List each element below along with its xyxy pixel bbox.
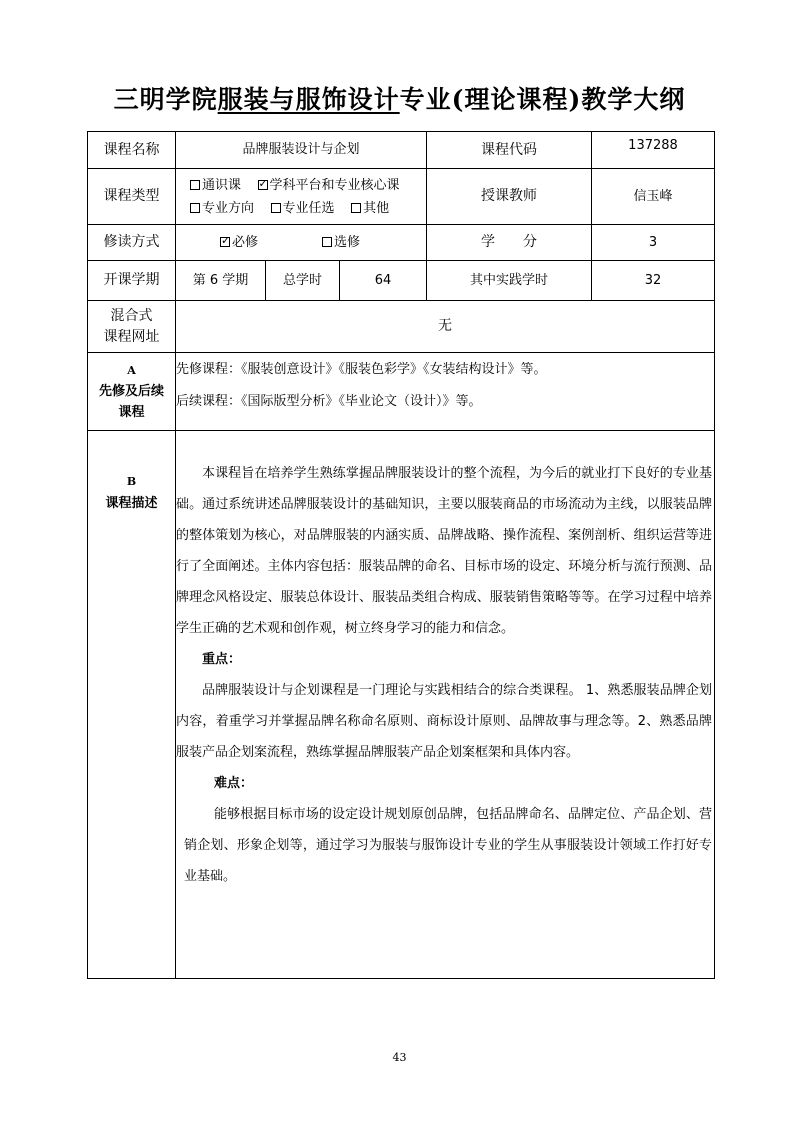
course-name-value: 品牌服装设计与企划 <box>175 131 426 168</box>
course-name-label: 课程名称 <box>87 131 175 168</box>
course-code-value: 137288 <box>591 131 715 168</box>
mode-option-required[interactable]: ✓ 必修 <box>220 233 258 253</box>
course-type-options <box>175 168 426 224</box>
checkbox-icon <box>190 203 200 213</box>
teacher-label: 授课教师 <box>426 168 591 224</box>
practice-hours-label: 其中实践学时 <box>426 260 591 300</box>
checkbox-icon <box>271 203 281 213</box>
practice-hours-value: 32 <box>591 260 715 300</box>
section-b-label: B 课程描述 <box>87 430 175 979</box>
difficult-points-heading: 难点： <box>214 776 254 791</box>
section-b-content <box>175 430 715 979</box>
checkbox-icon <box>190 180 200 190</box>
type-option-general[interactable]: 通识课 <box>190 178 241 193</box>
difficult-points-text: 能够根据目标市场的设定设计规划原创品牌，包括品牌命名、品牌定位、产品企划、营销企划、形象企划等，通过学习为服装与服饰设计专业的学生从事服装设计领域工作打好专业基础。 <box>184 807 712 884</box>
subsequent-courses: 后续课程：《国际版型分析》《毕业论文（设计）》等。 <box>176 394 482 409</box>
checkbox-checked-icon <box>220 237 230 247</box>
course-type-label: 课程类型 <box>87 168 175 224</box>
title-suffix: 专业(理论课程)教学大纲 <box>399 85 686 114</box>
key-points-heading: 重点： <box>202 652 242 667</box>
hours-value: 64 <box>339 260 426 300</box>
course-url-value: 无 <box>175 300 715 352</box>
term-label: 开课学期 <box>87 260 175 300</box>
type-option-other[interactable]: 其他 <box>351 201 389 216</box>
title-major: 服装与服饰设计 <box>217 85 400 114</box>
title-prefix: 三明学院 <box>113 85 218 114</box>
type-option-elective[interactable]: 专业任选 <box>271 201 335 216</box>
section-a-label: A 先修及后续 课程 <box>87 352 175 430</box>
mode-option-elective[interactable]: 选修 <box>322 233 360 253</box>
prerequisite-courses: 先修课程：《服装创意设计》《服装色彩学》《女装结构设计》等。 <box>176 362 547 377</box>
page-number: 43 <box>392 1051 407 1064</box>
type-option-core[interactable]: ✓ 学科平台和专业核心课 <box>258 178 400 193</box>
section-a-content <box>175 352 715 430</box>
course-code-label: 课程代码 <box>426 131 591 168</box>
hours-label: 总学时 <box>265 260 339 300</box>
checkbox-icon <box>351 203 361 213</box>
checkbox-icon <box>322 237 332 247</box>
course-description-intro: 本课程旨在培养学生熟练掌握品牌服装设计的整个流程，为今后的就业打下良好的专业基础。通过系统讲述品牌服装设计的基础知识，主要以服装商品的市场流动为主线，以服装品牌的整体策划为核心，对品牌服装的内涵实质、品牌战略、操作流程、案例剖析、组织运营等进行了全面阐述。主体内容包括：服装品牌的命名、目标市场的设定、环境分析与流行预测、品牌理念风格设定、服装总体设计、服装品类组合构成、服装销售策略等等。在学习过程中培养学生正确的艺术观和创作观，树立终身学习的能力和信念。 <box>176 466 712 636</box>
type-option-direction[interactable]: 专业方向 <box>190 201 254 216</box>
term-value: 第 6 学期 <box>175 260 265 300</box>
study-mode-options <box>175 224 426 260</box>
course-url-label: 混合式 课程网址 <box>87 300 175 352</box>
teacher-value: 信玉峰 <box>591 168 715 224</box>
study-mode-label: 修读方式 <box>87 224 175 260</box>
key-points-text: 品牌服装设计与企划课程是一门理论与实践相结合的综合类课程。 1、熟悉服装品牌企划内容，着重学习并掌握品牌名称命名原则、商标设计原则、品牌故事与理念等。2、熟悉品牌服装产品企划案流程，熟练掌握品牌服装产品企划案框架和具体内容。 <box>176 683 712 760</box>
credit-value: 3 <box>591 224 715 260</box>
credit-label: 学 分 <box>426 224 591 260</box>
checkbox-checked-icon <box>258 180 268 190</box>
